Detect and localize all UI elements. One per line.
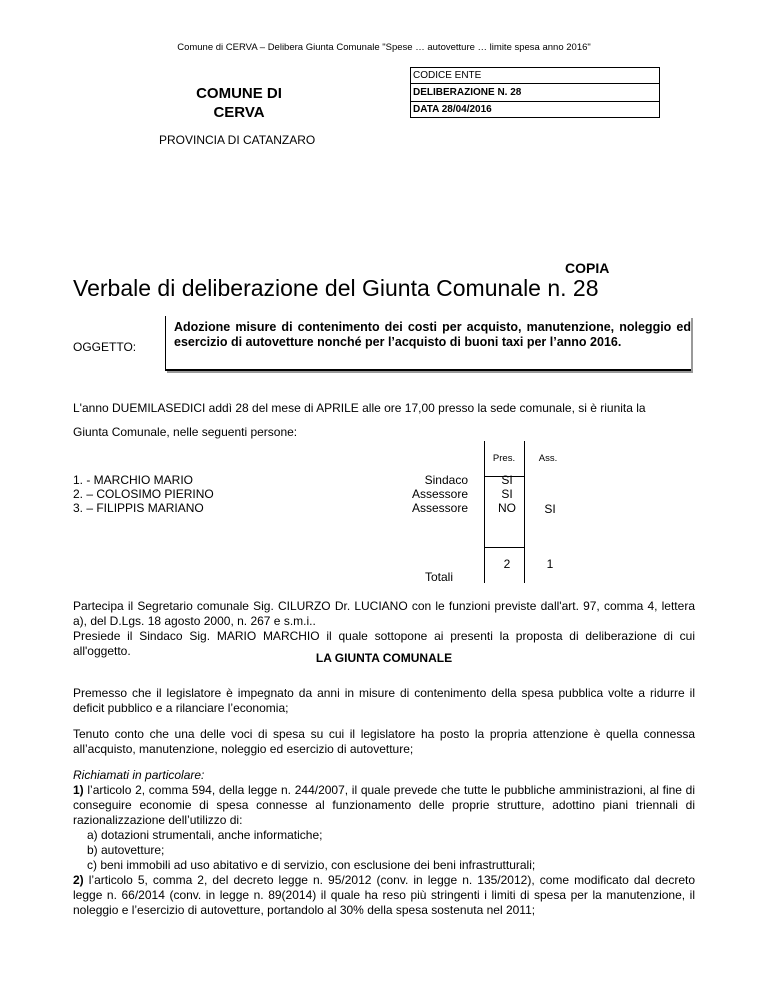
member-role: Sindaco [424, 473, 468, 487]
oggetto-label: OGGETTO: [73, 340, 137, 354]
presence-values [490, 473, 524, 515]
member-role: Assessore [411, 501, 468, 515]
provincia: PROVINCIA DI CATANZARO [159, 133, 316, 147]
codice-ente-box [410, 67, 660, 118]
member-name: 1. - MARCHIO MARIO [73, 473, 194, 487]
member-name: 2. – COLOSIMO PIERINO [73, 487, 214, 501]
intro-line-2: Giunta Comunale, nelle seguenti persone: [73, 425, 298, 439]
paragraph-richiamo-2 [73, 873, 695, 918]
richiamo-2-number: 2) [73, 873, 84, 887]
ass-value: SI [544, 502, 556, 516]
member-name: 3. – FILIPPIS MARIANO [73, 501, 204, 515]
total-present: 2 [503, 557, 511, 571]
pres-header: Pres. [492, 453, 516, 464]
list-item: c) beni immobili ad uso abitativo e di servizio, con esclusione dei beni infrastrutturali; [87, 858, 536, 872]
list-item: b) autovetture; [87, 843, 165, 857]
page-title: Verbale di deliberazione del Giunta Comunale n. 28 [73, 275, 599, 301]
paragraph-premesso: Premesso che il legislatore è impegnato da anni in misure di contenimento della spesa pubblica volte a ridurre il deficit pubblico e a rilanciare l’economia; [73, 686, 695, 715]
deliberazione-date: DATA 28/04/2016 [411, 101, 659, 117]
pres-value: NO [498, 501, 516, 515]
totali-label: Totali [425, 570, 454, 584]
copia-label: COPIA [565, 260, 610, 276]
richiamo-1-text: l’articolo 2, comma 594, della legge n. 244/2007, il quale prevede che tutte le pubbliche amministrazioni, al fine di conseguire economie di spesa connesse al funzionamento delle proprie strutture, adottino piani triennali di razionalizzazione dell’utilizzo di: [73, 783, 695, 827]
comune-line2: CERVA [213, 104, 265, 121]
paragraph-richiamo-1 [73, 783, 695, 828]
richiamati-heading: Richiamati in particolare: [73, 768, 205, 782]
ass-header: Ass. [538, 453, 558, 464]
richiamo-1-number: 1) [73, 783, 84, 797]
comune-line1: COMUNE DI [196, 85, 282, 102]
richiamo-2-text: l’articolo 5, comma 2, del decreto legge n. 95/2012 (conv. in legge n. 135/2012), come modificato dal decreto legge n. 66/2014 (conv. in legge n. 89(2014) il quale ha reso più stringenti i limiti di spesa per la manutenzione, il noleggio e l’esercizio di autovetture, portandolo al 30% della spesa sostenuta nel 2011; [73, 873, 695, 917]
pres-value: SI [501, 487, 513, 501]
member-role: Assessore [411, 487, 468, 501]
list-item: a) dotazioni strumentali, anche informatiche; [87, 828, 323, 842]
deliberazione-number: DELIBERAZIONE N. 28 [411, 83, 659, 101]
section-heading: LA GIUNTA COMUNALE [315, 651, 453, 665]
paragraph-presiede: Presiede il Sindaco Sig. MARIO MARCHIO il quale sottopone ai presenti la proposta di deliberazione di cui all'oggetto. [73, 629, 695, 658]
dotazioni-list [73, 828, 695, 873]
paragraph-segretario: Partecipa il Segretario comunale Sig. CILURZO Dr. LUCIANO con le funzioni previste dall'art. 97, comma 4, lettera a), del D.Lgs. 18 agosto 2000, n. 267 e s.m.i.. [73, 599, 695, 628]
member-names [73, 473, 214, 515]
intro-line: L'anno DUEMILASEDICI addì 28 del mese di APRILE alle ore 17,00 presso la sede comunale, si è riunita la [73, 401, 646, 415]
paragraph-tenuto-conto: Tenuto conto che una delle voci di spesa su cui il legislatore ha posto la propria attenzione è quella connessa all’acquisto, manutenzione, noleggio ed esercizio di autovetture; [73, 727, 695, 756]
oggetto-text: Adozione misure di contenimento dei costi per acquisto, manutenzione, noleggio ed esercizio di autovetture nonché per l’acquisto di buoni taxi per l’anno 2016. [165, 316, 691, 371]
running-header: Comune di CERVA – Delibera Giunta Comunale "Spese … autovetture … limite spesa anno 2016" [177, 42, 591, 53]
pres-value: SI [501, 473, 513, 487]
codice-ente-label: CODICE ENTE [413, 70, 482, 81]
member-roles [380, 473, 468, 515]
comune-name [170, 84, 308, 122]
total-absent: 1 [546, 557, 554, 571]
